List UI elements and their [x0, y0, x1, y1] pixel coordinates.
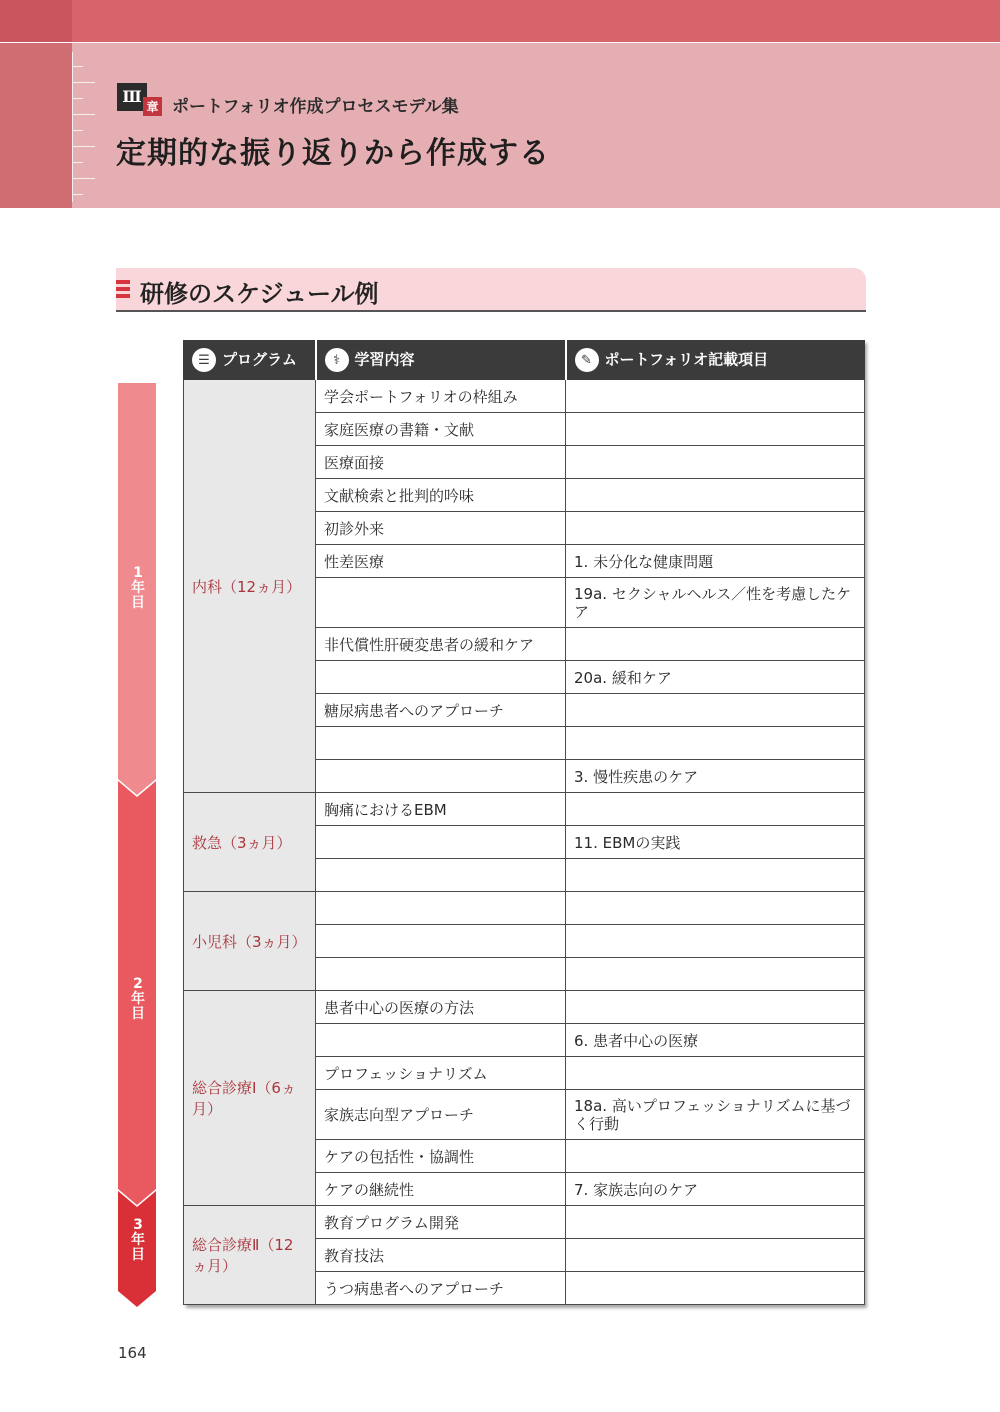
page-title: 定期的な振り返りから作成する — [116, 136, 550, 171]
learning-cell: プロフェッショナリズム — [316, 1057, 566, 1090]
program-cell: 小児科（3ヵ月） — [184, 892, 316, 991]
page-number: 164 — [118, 1344, 147, 1362]
list-icon: ☰ — [192, 348, 216, 372]
section-marker-icon — [116, 280, 130, 301]
table-row — [184, 892, 865, 925]
header-band — [0, 0, 1000, 208]
learning-cell: 家庭医療の書籍・文献 — [316, 413, 566, 446]
learning-cell: 初診外来 — [316, 512, 566, 545]
learning-cell — [316, 760, 566, 793]
portfolio-cell — [566, 1272, 865, 1305]
portfolio-cell — [566, 628, 865, 661]
portfolio-cell — [566, 446, 865, 479]
portfolio-cell — [566, 958, 865, 991]
header-ruler — [72, 52, 109, 202]
learning-cell: うつ病患者へのアプローチ — [316, 1272, 566, 1305]
portfolio-cell — [566, 512, 865, 545]
learning-cell: 糖尿病患者へのアプローチ — [316, 694, 566, 727]
learning-cell — [316, 892, 566, 925]
portfolio-cell: 19a. セクシャルヘルス／性を考慮したケア — [566, 578, 865, 628]
header-learning: ⚕ 学習内容 — [316, 341, 566, 380]
portfolio-cell — [566, 413, 865, 446]
portfolio-cell: 7. 家族志向のケア — [566, 1173, 865, 1206]
portfolio-cell — [566, 1239, 865, 1272]
table-row — [184, 1206, 865, 1239]
chapter-title: ポートフォリオ作成プロセスモデル集 — [172, 97, 459, 117]
learning-cell: 性差医療 — [316, 545, 566, 578]
portfolio-cell: 18a. 高いプロフェッショナリズムに基づく行動 — [566, 1090, 865, 1140]
portfolio-cell — [566, 925, 865, 958]
portfolio-cell — [566, 859, 865, 892]
year-arrow-graphic — [118, 383, 158, 1308]
learning-cell: 学会ポートフォリオの枠組み — [316, 380, 566, 413]
table-row — [184, 793, 865, 826]
year-label-1: 1年目 — [131, 565, 145, 611]
learning-cell: 非代償性肝硬変患者の緩和ケア — [316, 628, 566, 661]
section-heading — [116, 268, 866, 312]
table-header-row — [184, 341, 865, 380]
pen-icon: ✎ — [575, 348, 599, 372]
portfolio-cell: 20a. 緩和ケア — [566, 661, 865, 694]
portfolio-cell: 3. 慢性疾患のケア — [566, 760, 865, 793]
year-label-2: 2年目 — [131, 976, 145, 1022]
portfolio-cell — [566, 793, 865, 826]
header-top-strip — [72, 0, 1000, 42]
portfolio-cell: 11. EBMの実践 — [566, 826, 865, 859]
portfolio-cell: 6. 患者中心の医療 — [566, 1024, 865, 1057]
program-cell: 救急（3ヵ月） — [184, 793, 316, 892]
stethoscope-icon: ⚕ — [325, 348, 349, 372]
learning-cell: 患者中心の医療の方法 — [316, 991, 566, 1024]
learning-cell — [316, 1024, 566, 1057]
portfolio-cell: 1. 未分化な健康問題 — [566, 545, 865, 578]
learning-cell: 教育技法 — [316, 1239, 566, 1272]
portfolio-cell — [566, 694, 865, 727]
header-program: ☰ プログラム — [184, 341, 316, 380]
schedule-table — [183, 340, 864, 1305]
header-portfolio: ✎ ポートフォリオ記載項目 — [566, 341, 865, 380]
learning-cell: 教育プログラム開発 — [316, 1206, 566, 1239]
program-cell: 総合診療Ⅰ（6ヵ月） — [184, 991, 316, 1206]
learning-cell — [316, 578, 566, 628]
chapter-roman: Ⅲ — [117, 83, 147, 111]
learning-cell — [316, 661, 566, 694]
learning-cell: ケアの包括性・協調性 — [316, 1140, 566, 1173]
header-left-block — [0, 0, 72, 208]
portfolio-cell — [566, 727, 865, 760]
portfolio-cell — [566, 1206, 865, 1239]
learning-cell: 胸痛におけるEBM — [316, 793, 566, 826]
chapter-badge — [117, 83, 161, 117]
learning-cell: 医療面接 — [316, 446, 566, 479]
learning-cell: ケアの継続性 — [316, 1173, 566, 1206]
chapter-char: 章 — [143, 97, 162, 116]
table-row — [184, 991, 865, 1024]
year-label-3: 3年目 — [131, 1217, 145, 1263]
learning-cell — [316, 859, 566, 892]
program-cell: 総合診療Ⅱ（12ヵ月） — [184, 1206, 316, 1305]
learning-cell — [316, 958, 566, 991]
learning-cell: 文献検索と批判的吟味 — [316, 479, 566, 512]
portfolio-cell — [566, 892, 865, 925]
learning-cell — [316, 925, 566, 958]
section-title: 研修のスケジュール例 — [140, 280, 379, 308]
learning-cell: 家族志向型アプローチ — [316, 1090, 566, 1140]
portfolio-cell — [566, 991, 865, 1024]
portfolio-cell — [566, 1140, 865, 1173]
learning-cell — [316, 826, 566, 859]
portfolio-cell — [566, 1057, 865, 1090]
program-cell: 内科（12ヵ月） — [184, 380, 316, 793]
portfolio-cell — [566, 380, 865, 413]
portfolio-cell — [566, 479, 865, 512]
learning-cell — [316, 727, 566, 760]
table-row — [184, 380, 865, 413]
